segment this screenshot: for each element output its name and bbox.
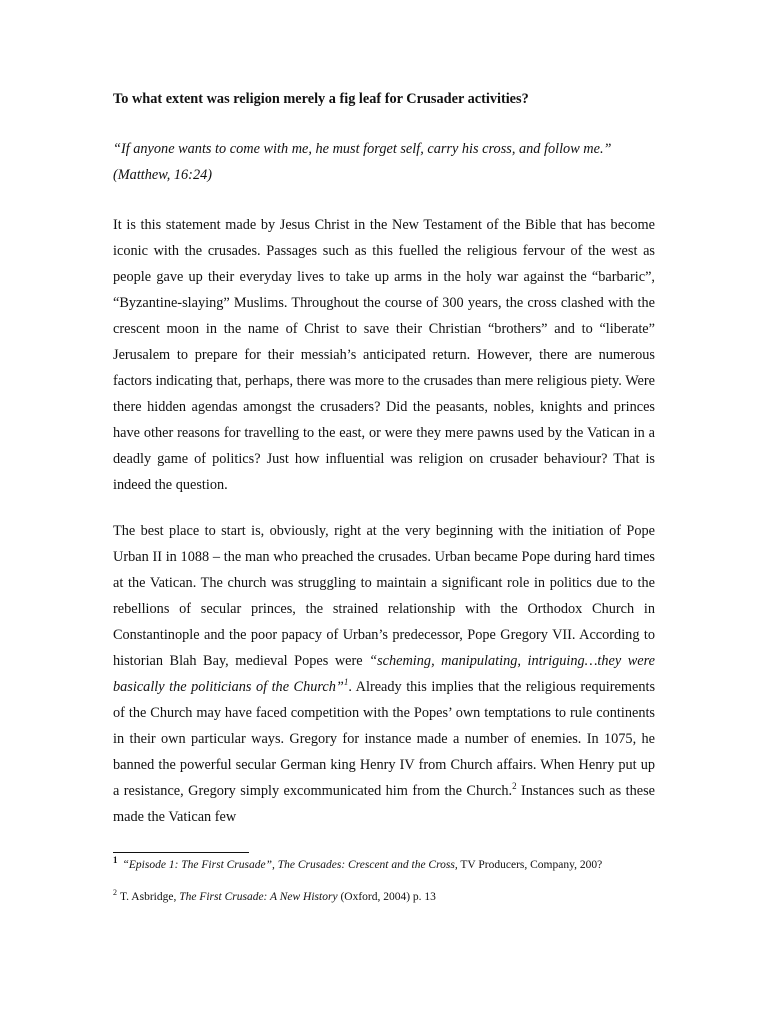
footnote-2-book: The First Crusade: A New History [179, 891, 338, 903]
footnote-2-rest: (Oxford, 2004) p. 13 [337, 891, 436, 903]
footnote-1 [113, 857, 673, 873]
epigraph-quote: “If anyone wants to come with me, he must forget self, carry his cross, and follow me.” [113, 141, 612, 157]
footnote-ref-2: 2 [512, 781, 517, 792]
essay-title: To what extent was religion merely a fig leaf for Crusader activities? [113, 91, 529, 107]
footnote-1-rest: TV Producers, Company, 200? [457, 859, 603, 871]
paragraph-2 [113, 518, 655, 830]
footnote-ref-1: 1 [343, 677, 349, 688]
epigraph [113, 136, 655, 188]
document-body [113, 86, 655, 830]
footnote-2-author: T. Asbridge, [120, 891, 180, 903]
footnote-2 [113, 889, 673, 905]
footnote-1-title: “Episode 1: The First Crusade”, The Crusades: Crescent and the Cross, [122, 859, 458, 871]
footnote-separator [113, 852, 249, 853]
paragraph-2-text-a: The best place to start is, obviously, right at the very beginning with the initiation of Pope Urban II in 1088 – the man who preached the crusades. Urban became Pope during hard times at the Vatican. The church was struggling to maintain a significant role in politics due to the rebellions of secular princes, the strained relationship with the Orthodox Church in Constantinople and the poor papacy of Urban’s predecessor, Pope Gregory VII. According to historian Blah Bay, medieval Popes were [113, 523, 655, 669]
epigraph-citation: (Matthew, 16:24) [113, 167, 212, 183]
paragraph-2-text-b: . Already this implies that the religious requirements of the Church may have faced competition with the Popes’ own temptations to rule continents in their own particular ways. Gregory for instance made a number of enemies. In 1075, he banned the powerful secular German king Henry IV from Church affairs. When Henry put up a resistance, Gregory simply excommunicated him from the Church. [113, 679, 656, 799]
footnote-1-number: 1 [113, 855, 118, 866]
footnote-2-number: 2 [113, 888, 117, 898]
paragraph-2-text-c: Instances such as these made the Vatican few [113, 783, 655, 825]
paragraph-1: It is this statement made by Jesus Christ in the New Testament of the Bible that has become iconic with the crusades. Passages such as this fuelled the religious fervour of the west as people gave up their everyday lives to take up arms in the holy war against the “barbaric”, “Byzantine-slaying” Muslims. Throughout the course of 300 years, the cross clashed with the crescent moon in the name of Christ to save their Christian “brothers” and to “liberate” Jerusalem to prepare for their messiah’s anticipated return. However, there are numerous factors indicating that, perhaps, there was more to the crusades than mere religious piety. Were there hidden agendas amongst the crusaders? Did the peasants, nobles, knights and princes have other reasons for travelling to the east, or were they mere pawns used by the Vatican in a deadly game of politics? Just how influential was religion on crusader behaviour? That is indeed the question. [113, 217, 655, 493]
historian-quote: “scheming, manipulating, intriguing…they were basically the politicians of the Church” [113, 653, 655, 695]
